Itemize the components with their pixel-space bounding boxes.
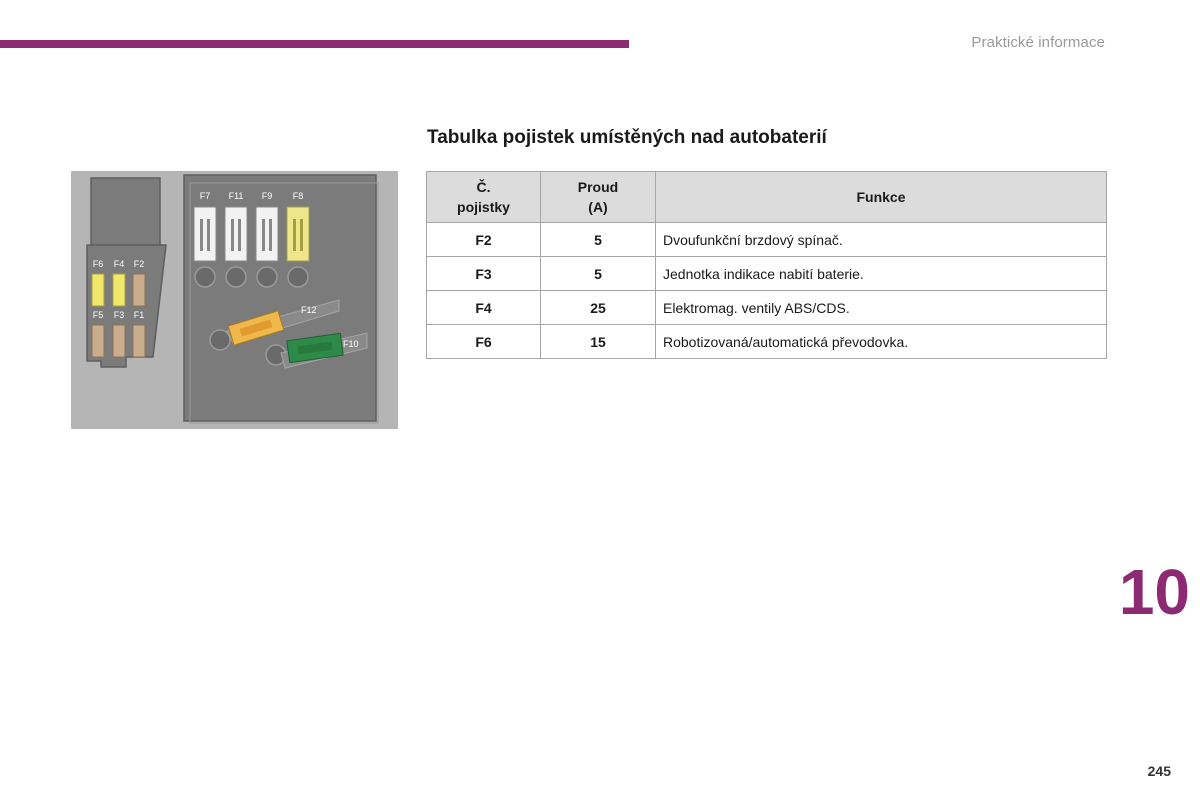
fuse-label-f11: F11 — [228, 191, 244, 201]
chapter-number: 10 — [1118, 556, 1190, 628]
fuse-f4 — [113, 274, 125, 306]
header-function: Funkce — [656, 172, 1107, 223]
fuse-function: Jednotka indikace nabití baterie. — [656, 257, 1107, 291]
fuse-box-illustration — [71, 171, 398, 429]
fuse-function: Robotizovaná/automatická převodovka. — [656, 325, 1107, 359]
table-row — [427, 325, 1107, 359]
left-housing-top — [91, 178, 160, 252]
fuse-label-f7: F7 — [199, 191, 211, 201]
header-number — [427, 172, 541, 223]
fuse-label-f2: F2 — [133, 259, 145, 269]
fuse-f1 — [133, 325, 145, 357]
fuse-f9 — [256, 207, 278, 261]
fuse-function: Elektromag. ventily ABS/CDS. — [656, 291, 1107, 325]
fuse-f7 — [194, 207, 216, 261]
fuse-label-f10: F10 — [343, 339, 359, 349]
fuse-number: F6 — [427, 325, 541, 359]
fuse-table — [426, 171, 1107, 359]
header-accent-bar — [0, 40, 629, 48]
fuse-f6 — [92, 274, 104, 306]
fuse-label-f8: F8 — [292, 191, 304, 201]
header-current — [541, 172, 656, 223]
fuse-current: 5 — [541, 223, 656, 257]
header-current-line1: Proud — [577, 179, 619, 195]
fuse-label-f3: F3 — [113, 310, 125, 320]
fuse-label-f1: F1 — [133, 310, 145, 320]
fuse-f3 — [113, 325, 125, 357]
fuse-f2 — [133, 274, 145, 306]
section-label: Praktické informace — [971, 34, 1105, 51]
table-row — [427, 223, 1107, 257]
header-number-line2: pojistky — [457, 199, 510, 215]
table-row — [427, 291, 1107, 325]
fuse-label-f6: F6 — [92, 259, 104, 269]
fuse-label-f5: F5 — [92, 310, 104, 320]
table-row — [427, 257, 1107, 291]
fuse-current: 5 — [541, 257, 656, 291]
fuse-label-f4: F4 — [113, 259, 125, 269]
fuse-f11 — [225, 207, 247, 261]
fuse-number: F3 — [427, 257, 541, 291]
fuse-current: 15 — [541, 325, 656, 359]
fuse-function: Dvoufunkční brzdový spínač. — [656, 223, 1107, 257]
fuse-current: 25 — [541, 291, 656, 325]
fuse-f8 — [287, 207, 309, 261]
fuse-label-f12: F12 — [301, 305, 317, 315]
fuse-label-f9: F9 — [261, 191, 273, 201]
fuse-number: F4 — [427, 291, 541, 325]
header-number-line1: Č. — [476, 179, 491, 195]
page-number: 245 — [1147, 763, 1171, 779]
fuse-number: F2 — [427, 223, 541, 257]
table-header-row — [427, 172, 1107, 223]
header-current-line2: (A) — [588, 199, 608, 215]
page-heading: Tabulka pojistek umístěných nad autobaterií — [427, 127, 827, 148]
fuse-f5 — [92, 325, 104, 357]
